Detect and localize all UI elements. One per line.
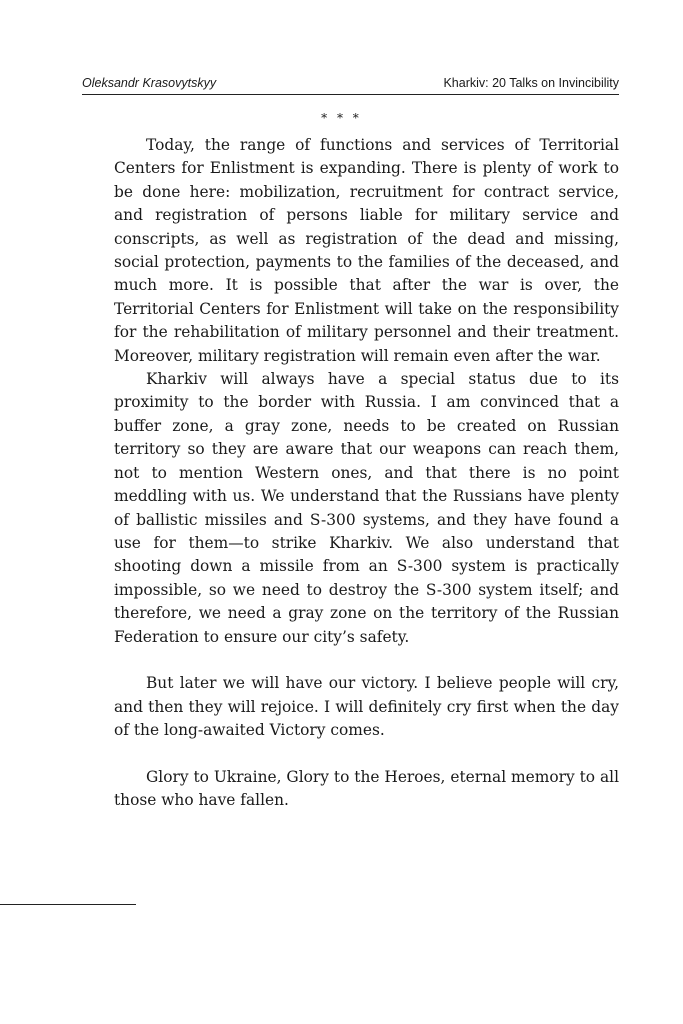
footnote-rule <box>0 904 136 905</box>
header-author: Oleksandr Krasovytskyy <box>82 76 217 90</box>
body-text <box>114 134 619 813</box>
paragraph-1: Today, the range of functions and services of Territorial Centers for Enlistment is expanding. There is plenty of work to be done here: mobilization, recruitment for contract service, and registration of persons liable for military service and conscripts, as well as registration of the dead and missing, social protection, payments to the families of the deceased, and much more. It is possible that after the war is over, the Territorial Centers for Enlistment will take on the responsibility for the rehabilitation of military personnel and their treatment. Moreover, military registration will remain even after the war. <box>114 136 619 365</box>
paragraph-3: But later we will have our victory. I believe people will cry, and then they will rejoice. I will definitely cry first when the day of the long-awaited Victory comes. <box>114 674 619 740</box>
paragraph-2: Kharkiv will always have a special status due to its proximity to the border with Russia. I am convinced that a buffer zone, a gray zone, needs to be created on Russian territory so they are aware that our weapons can reach them, not to mention Western ones, and that there is no point meddling with us. We understand that the Russians have plenty of ballistic missiles and S-300 systems, and they have found a use for them—to strike Kharkiv. We also understand that shooting down a missile from an S-300 system is practically impossible, so we need to destroy the S-300 system itself; and therefore, we need a gray zone on the territory of the Russian Federation to ensure our city’s safety. <box>114 370 619 646</box>
header-book-title: Kharkiv: 20 Talks on Invincibility <box>443 76 619 90</box>
running-header <box>82 74 619 95</box>
paragraph-4: Glory to Ukraine, Glory to the Heroes, eternal memory to all those who have fallen. <box>114 767 619 810</box>
section-separator: * * * <box>321 111 362 125</box>
